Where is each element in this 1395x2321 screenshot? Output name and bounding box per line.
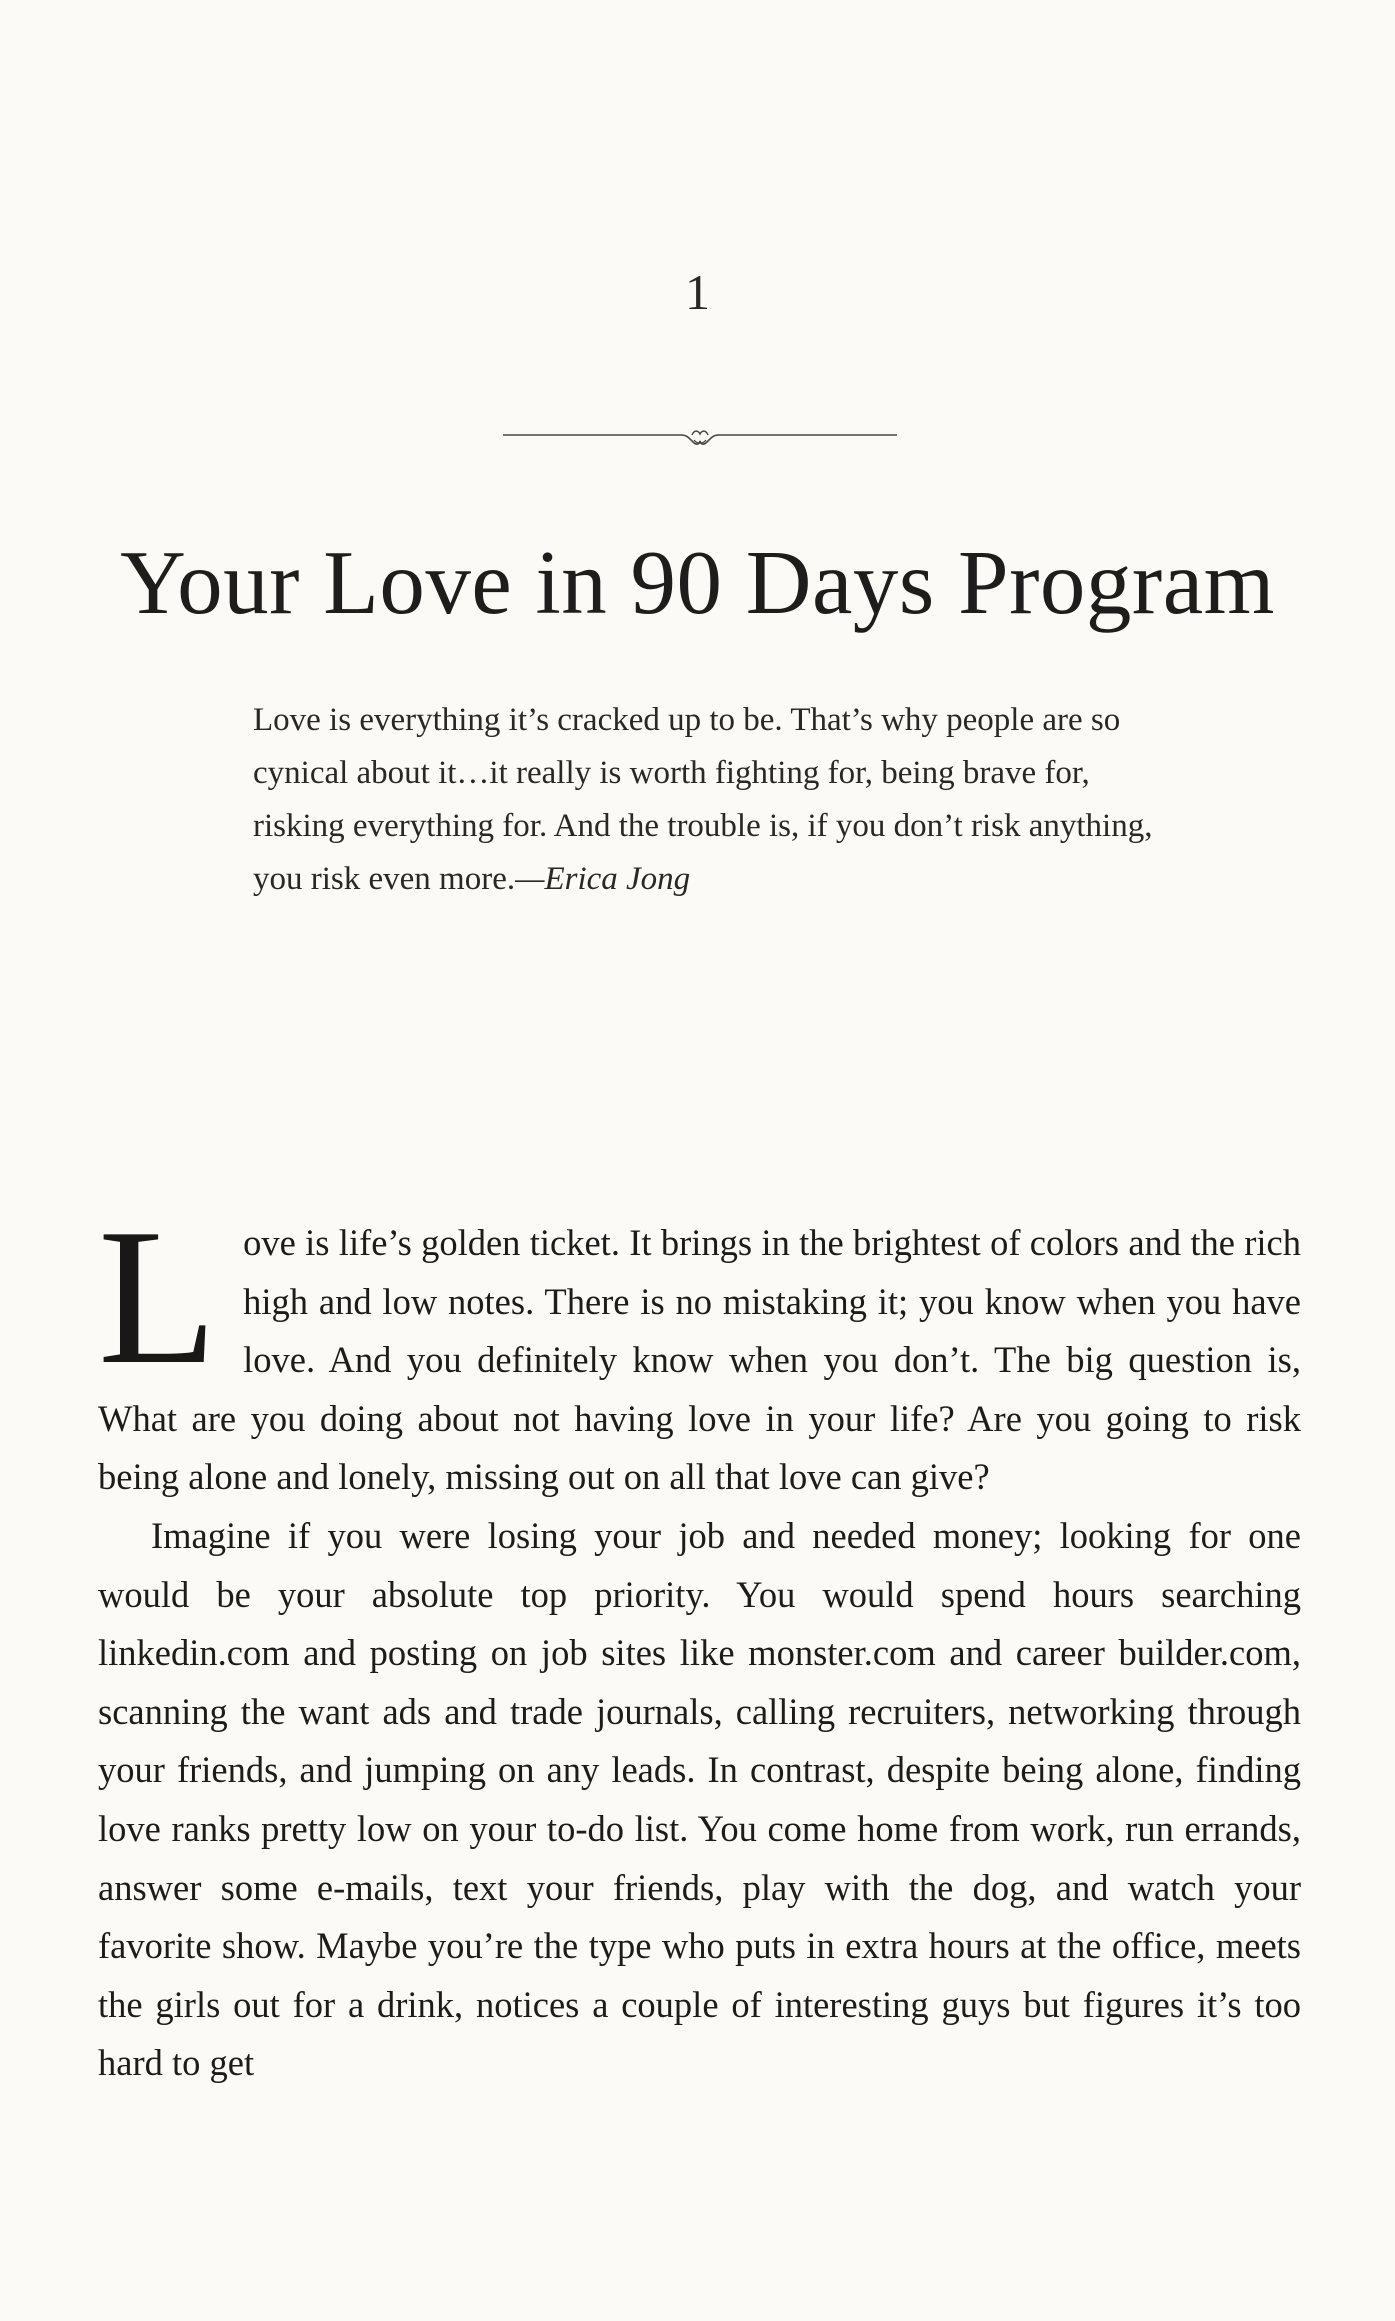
drop-cap: L (98, 1189, 218, 1405)
chapter-title: Your Love in 90 Days Program (120, 532, 1275, 633)
epigraph-quote: Love is everything it’s cracked up to be. That’s why people are so cynical about it…it really is worth fighting for, being brave for, risking everything for. And the trouble is, if you don’t risk anything, you risk even more. (253, 702, 1153, 897)
paragraph-text: ove is life’s golden ticket. It brings in the brightest of colors and the rich high and low notes. There is no mistaking it; you know when you have love. And you definitely know when you don’t. The big question is, What are you doing about not having love in your life? Are you going to risk being alone and lonely, missing out on all that love can give? (98, 1222, 1301, 1498)
epigraph-author: —Erica Jong (515, 861, 691, 897)
chapter-number: 1 (685, 264, 710, 320)
epigraph (253, 694, 1153, 906)
paragraph: Imagine if you were losing your job and needed money; looking for one would be your absolute top priority. You would spend hours searching linkedin.com and posting on job sites like monster.com and career builder.com, scanning the want ads and trade journals, calling recruiters, networking through your friends, and jumping on any leads. In contrast, despite being alone, finding love ranks pretty low on your to-do list. You come home from work, run errands, answer some e-mails, text your friends, play with the dog, and watch your favorite show. Maybe you’re the type who puts in extra hours at the office, meets the girls out for a drink, notices a couple of interesting guys but figures it’s too hard to get (98, 1514, 1301, 2084)
paragraph (98, 1189, 1301, 1507)
ornament-divider-icon (503, 424, 897, 454)
body-text (98, 1189, 1301, 2093)
